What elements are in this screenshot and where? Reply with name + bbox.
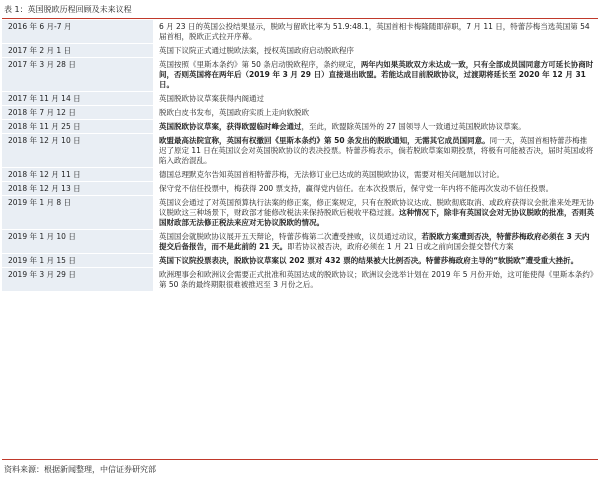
- event-text-bold: 英国脱欧协议草案，获得欧盟临时峰会通过: [159, 122, 302, 131]
- event-text-bold: 这种情况下，除非有英国议会对无协议脱欧的批准，否则英国财政部无法修正税法来应对无协议脱欧的情况。: [159, 208, 594, 227]
- event-text: 英国下议院正式通过脱欧法案，授权英国政府启动脱欧程序: [159, 46, 354, 55]
- event-text: 欧洲理事会和欧洲议会需要正式批准和英国达成的脱欧协议；欧洲议会选举计划在 2019 年 5 月份开始，这可能使得《里斯本条约》第 50 条的最终期限很难被推迟至 3 月份之后。: [159, 270, 594, 289]
- source-note: 资料来源：根据新闻整理，中信证券研究部: [4, 465, 156, 474]
- event-text: 即若协议被否决，政府必须在 1 月 21 日或之前向国会提交替代方案: [287, 242, 514, 251]
- row-event: [154, 106, 598, 120]
- row-date: 2019 年 1 月 15 日: [2, 254, 154, 268]
- timeline-row: [2, 20, 598, 44]
- timeline-row: [2, 58, 598, 92]
- row-date: 2017 年 3 月 28 日: [2, 58, 154, 92]
- row-date: 2018 年 7 月 12 日: [2, 106, 154, 120]
- event-text: 脱欧白皮书发布，英国政府实质上走向软脱欧: [159, 108, 309, 117]
- event-text: 英国议会通过了对英国预算执行法案的修正案，修正案规定，只有在脱欧协议达成、脱欧彻底取消、或政府获得议会批准来处理无协议脱欧这三种场景下，财政部才能修改税法来保持脱欧后税收平稳过渡。: [159, 198, 594, 217]
- event-text: ，至此，欧盟除英国外的 27 国领导人一致通过英国脱欧协议草案。: [301, 122, 526, 131]
- row-date: 2019 年 1 月 8 日: [2, 196, 154, 230]
- row-event: [154, 230, 598, 254]
- event-text: 英国国会就脱欧协议展开五天辩论，特蕾莎梅第二次遭受挫败，议员通过动议，: [159, 232, 422, 241]
- row-event: [154, 92, 598, 106]
- bottom-rule: [2, 459, 598, 460]
- row-event: [154, 168, 598, 182]
- row-event: [154, 44, 598, 58]
- event-text-bold: 欧盟最高法院宣称，英国有权撤回《里斯本条约》第 50 条发出的脱欧通知，无需其它成员国同意。: [159, 136, 490, 145]
- timeline-row: [2, 134, 598, 168]
- event-text: 英国按照《里斯本条约》第 50 条启动脱欧程序，条约规定，: [159, 60, 361, 69]
- row-date: 2018 年 12 月 11 日: [2, 168, 154, 182]
- row-event: [154, 182, 598, 196]
- row-date: 2019 年 1 月 10 日: [2, 230, 154, 254]
- timeline-body: [2, 20, 598, 292]
- top-rule: [2, 18, 598, 19]
- event-text: 英国脱欧协议草案获得内阁通过: [159, 94, 264, 103]
- table-title: 表 1：英国脱欧历程回顾及未来议程: [4, 5, 132, 14]
- row-date: 2019 年 3 月 29 日: [2, 268, 154, 292]
- timeline-row: [2, 44, 598, 58]
- event-text: 保守党不信任投票中，梅获得 200 票支持，赢得党内信任。在本次投票后，保守党一年内将不能再次发动不信任投票。: [159, 184, 554, 193]
- timeline-row: [2, 182, 598, 196]
- event-text-bold: 若脱欧方案遭到否决，特蕾莎梅政府必须在 3 天内提交后备报告，而不是此前的 21 天。: [159, 232, 590, 251]
- timeline-row: [2, 196, 598, 230]
- row-event: [154, 20, 598, 44]
- timeline-row: [2, 92, 598, 106]
- row-date: 2017 年 11 月 14 日: [2, 92, 154, 106]
- timeline-row: [2, 168, 598, 182]
- event-text-bold: 英国下议院投票表决，脱欧协议草案以 202 票对 432 票的结果被大比例否决。特蕾莎梅政府主导的“软脱欧”遭受重大挫折。: [159, 256, 579, 265]
- row-date: 2017 年 2 月 1 日: [2, 44, 154, 58]
- row-date: 2016 年 6 月-7 月: [2, 20, 154, 44]
- timeline-row: [2, 230, 598, 254]
- row-event: [154, 268, 598, 292]
- timeline-row: [2, 120, 598, 134]
- row-date: 2018 年 12 月 13 日: [2, 182, 154, 196]
- event-text: 同一天，英国首相特蕾莎梅推迟了原定 11 日在英国议会对英国脱欧协议的表决投票。特蕾莎梅表示，倘若脱欧草案如期投票，将极有可能被否决，届时英国或将陷入政治混乱。: [159, 136, 594, 165]
- timeline-row: [2, 254, 598, 268]
- timeline-row: [2, 106, 598, 120]
- brexit-timeline-table: [2, 20, 598, 292]
- row-event: [154, 120, 598, 134]
- event-text: 6 月 23 日的英国公投结果显示，脱欧与留欧比率为 51.9:48.1，英国首相卡梅隆随即辞职，7 月 11 日，特蕾莎梅当选英国第 54 届首相，脱欧正式拉开序幕。: [159, 22, 590, 41]
- row-event: [154, 58, 598, 92]
- row-event: [154, 196, 598, 230]
- event-text-bold: 两年内如果英欧双方未达成一致，只有全部成员国同意方可延长协商时间，否则英国将在两年后（2019 年 3 月 29 日）直接退出欧盟。若能达成目前脱欧协议，过渡期将延长至 2020 年 12 月 31 日。: [159, 60, 594, 89]
- timeline-row: [2, 268, 598, 292]
- row-event: [154, 254, 598, 268]
- row-date: 2018 年 12 月 10 日: [2, 134, 154, 168]
- row-event: [154, 134, 598, 168]
- row-date: 2018 年 11 月 25 日: [2, 120, 154, 134]
- event-text: 德国总理默克尔告知英国首相特蕾莎梅，无法修订业已达成的英国脱欧协议，需要对相关问题加以讨论。: [159, 170, 504, 179]
